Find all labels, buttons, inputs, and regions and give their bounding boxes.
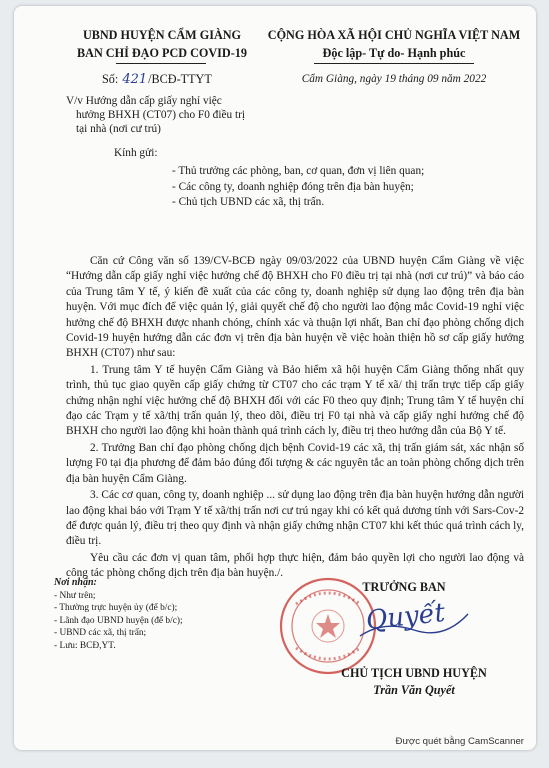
distribution-label: Nơi nhận:	[54, 577, 97, 588]
motto-underline	[314, 63, 474, 64]
body-paragraph: 1. Trung tâm Y tế huyện Cẩm Giàng và Bảo hiểm xã hội huyện Cẩm Giàng thống nhất quy trình, thủ tục giao quyền cấp giấy chứng từ CT07 cho các trạm Y tế xã/ thị trấn trực tiếp cấp giấy chứng nhận nghỉ việc hưởng chế độ BHXH đối với các F0 theo quy định; Trung tâm Y tế huyện chỉ đạo các Trạm y tế xã/thị trấn quản lý, theo dõi, điều trị F0 tại nhà và cấp giấy nghỉ hưởng chế độ BHXH cho người lao động khi hoàn thành quá trình cách ly, điều trị theo hướng dẫn của Bộ Y tế.	[66, 363, 524, 438]
signature: Quyết	[364, 597, 447, 637]
recipient-item: - Các công ty, doanh nghiệp đóng trên địa bàn huyện;	[172, 180, 414, 193]
number-label: Số:	[102, 72, 119, 86]
subject-line: tại nhà (nơi cư trú)	[76, 123, 161, 135]
recipients-label: Kính gửi:	[114, 147, 158, 159]
subject-block	[66, 94, 245, 136]
subject-line: hưởng BHXH (CT07) cho F0 điều trị	[76, 109, 245, 121]
body-paragraph: 2. Trưởng Ban chỉ đạo phòng chống dịch bệnh Covid-19 các xã, thị trấn giám sát, xác nhận số lượng F0 tại địa phương để đảm bảo đúng đối tượng & các nguyên tắc an toàn phòng chống dịch trên địa bàn huyện Cẩm Giàng.	[66, 441, 524, 485]
body-paragraph: Căn cứ Công văn số 139/CV-BCĐ ngày 09/03/2022 của UBND huyện Cẩm Giàng về việc “Hướng dẫn cấp giấy nghỉ việc hưởng chế độ BHXH cho F0 điều trị tại nhà (nơi cư trú)” và báo cáo của Trung tâm Y tế, ý kiến đề xuất của các công ty, doanh nghiệp sử dụng lao động trên địa bàn huyện. Với mục đích để việc quản lý, giải quyết chế độ cho người lao động mắc Covid-19 nghỉ việc hưởng chế độ BHXH được nhanh chóng, chính xác và thuận lợi nhất, Ban chỉ đạo phòng chống dịch Covid-19 huyện hướng dẫn các đơn vị trên địa bàn huyện về việc hoàn thiện hồ sơ cấp giấy hưởng BHXH (CT07) như sau:	[66, 255, 524, 360]
distribution-item: - Như trên;	[54, 590, 96, 601]
body-paragraph: 3. Các cơ quan, công ty, doanh nghiệp ... sử dụng lao động trên địa bàn huyện hướng dẫn người lao động khai báo với Trạm Y tế xã/thị trấn nơi cư trú ngay khi có kết quả dương tính với Sars-Cov-2 để được quản lý, điều trị theo quy định và nhận giấy chứng nhận CT07 khi kết thúc quá trình cách ly, điều trị.	[66, 489, 524, 548]
place-date: Cẩm Giàng, ngày 19 tháng 09 năm 2022	[301, 73, 487, 85]
recipients-list	[172, 164, 424, 211]
body	[66, 254, 524, 583]
signer-name: Trần Văn Quyết	[373, 683, 455, 697]
signature-stroke	[354, 597, 474, 650]
document-number	[102, 72, 212, 87]
republic-title: CỘNG HÒA XÃ HỘI CHỦ NGHĨA VIỆT NAM	[267, 28, 521, 42]
distribution-item: - Lãnh đạo UBND huyện (để b/c);	[54, 615, 183, 626]
signer-position: CHỦ TỊCH UBND HUYỆN	[341, 666, 487, 680]
motto: Độc lập- Tự do- Hạnh phúc	[322, 46, 466, 60]
recipient-item: - Chủ tịch UBND các xã, thị trấn.	[172, 196, 325, 209]
body-paragraph: Yêu cầu các đơn vị quan tâm, phối hợp thực hiện, đảm bảo quyền lợi cho người lao động và công tác phòng chống dịch trên địa bàn huyện./.	[66, 551, 524, 580]
distribution-list	[54, 577, 183, 653]
recipient-item: - Thủ trưởng các phòng, ban, cơ quan, đơn vị liên quan;	[172, 165, 425, 177]
org-line-2: BAN CHỈ ĐẠO PCD COVID-19	[77, 46, 247, 60]
subject-line: V/v Hướng dẫn cấp giấy nghỉ việc	[66, 95, 222, 107]
org-underline	[116, 63, 206, 64]
distribution-item: - Thường trực huyện ủy (để b/c);	[54, 603, 178, 614]
signature-title: TRƯỞNG BAN	[362, 580, 446, 594]
distribution-item: - Lưu: BCĐ,YT.	[54, 640, 116, 651]
handwritten-number: 421	[122, 72, 148, 87]
document-page	[14, 6, 536, 750]
camscanner-watermark: Được quét bằng CamScanner	[395, 736, 524, 747]
org-line-1: UBND HUYỆN CẨM GIÀNG	[82, 28, 242, 42]
distribution-item: - UBND các xã, thị trấn;	[54, 628, 147, 639]
number-suffix: /BCĐ-TTYT	[148, 72, 212, 86]
